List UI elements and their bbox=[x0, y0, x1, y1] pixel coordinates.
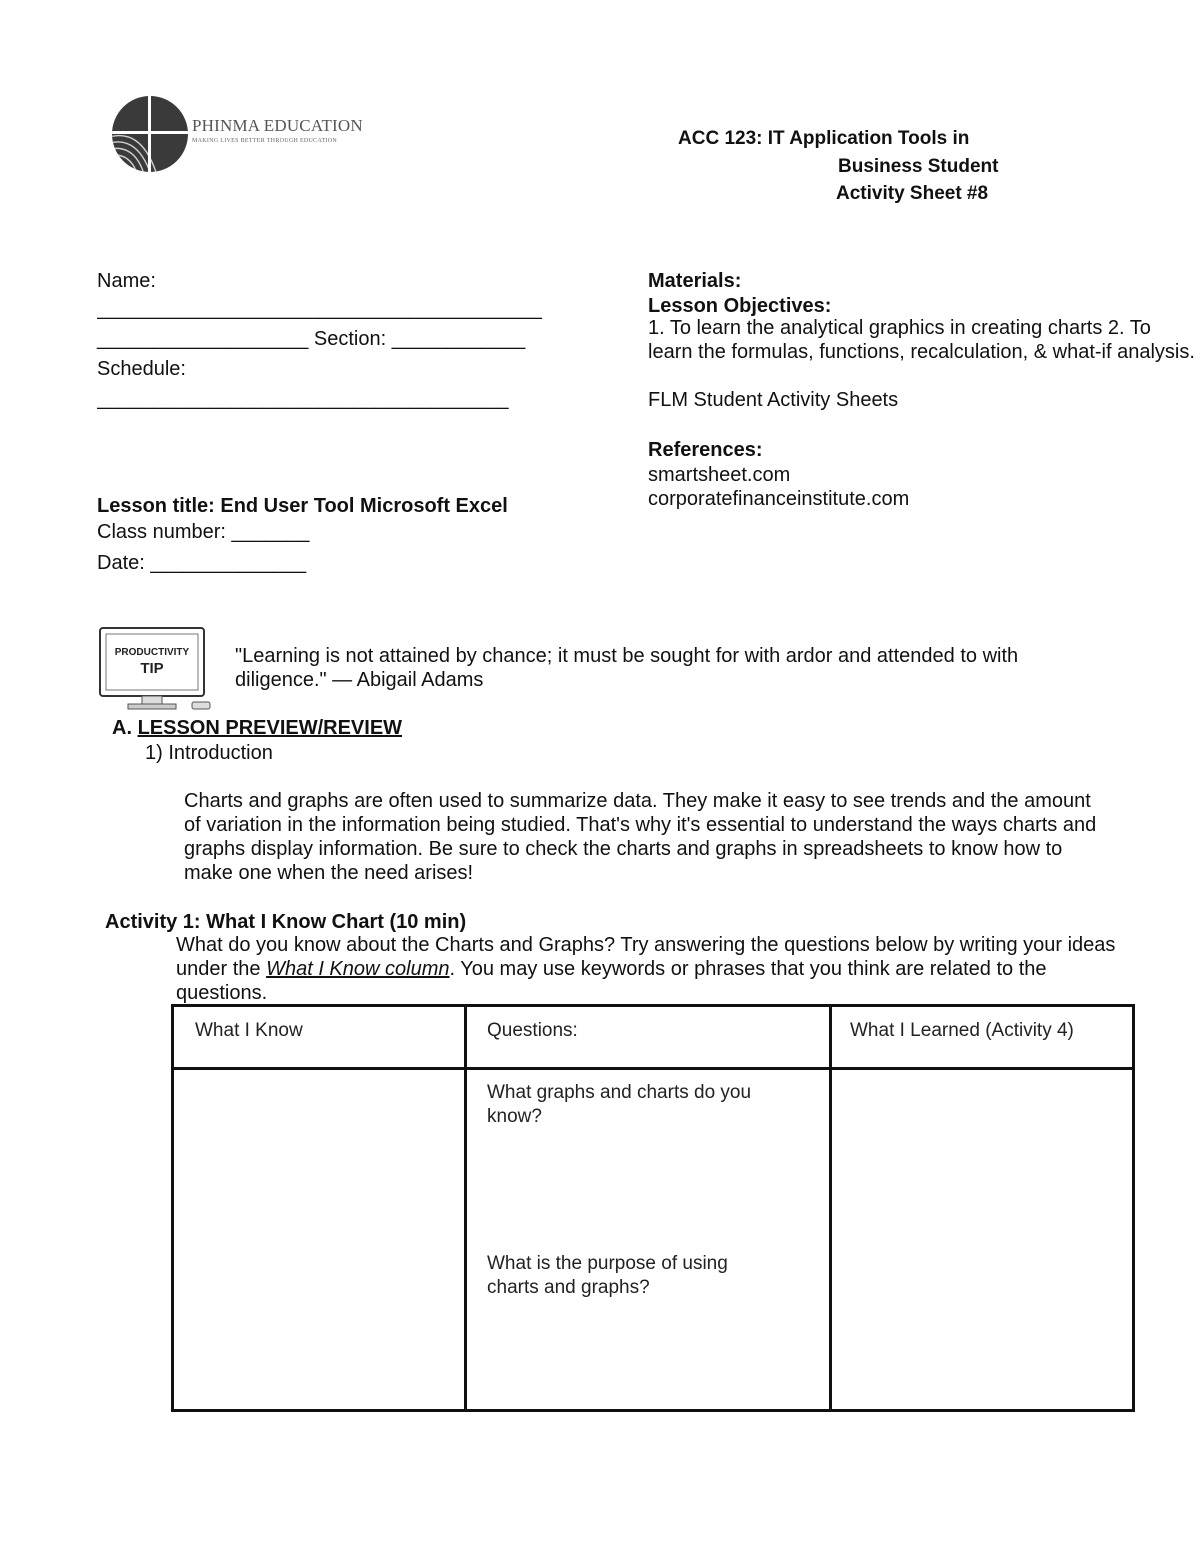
logo-text: PHINMA EDUCATION bbox=[192, 116, 363, 135]
table-header-questions: Questions: bbox=[487, 1020, 578, 1041]
activity1-title: Activity 1: What I Know Chart (10 min) bbox=[105, 911, 467, 933]
tip-icon-word1: PRODUCTIVITY bbox=[114, 647, 190, 658]
section-a-prefix: A. bbox=[112, 717, 138, 739]
schedule-field[interactable]: _____________________________________ bbox=[97, 388, 509, 410]
section-a-heading bbox=[112, 716, 402, 740]
introduction-heading: 1) Introduction bbox=[145, 742, 273, 764]
what-i-know-table bbox=[171, 1004, 1135, 1412]
section-a-title: LESSON PREVIEW/REVIEW bbox=[137, 717, 403, 739]
question-1: What graphs and charts do you know? bbox=[487, 1082, 752, 1127]
objectives-text: 1. To learn the analytical graphics in creating charts 2. To learn the formulas, functions, recalculation, & what-if analysis. bbox=[648, 317, 1195, 363]
date-field[interactable]: Date: ______________ bbox=[97, 552, 307, 574]
logo-tagline: MAKING LIVES BETTER THROUGH EDUCATION bbox=[192, 138, 337, 144]
name-field[interactable]: ________________________________________ bbox=[97, 298, 542, 320]
what-i-know-column-ref: What I Know column bbox=[266, 958, 450, 980]
reference-item: smartsheet.com bbox=[648, 464, 791, 486]
activity1-desc-before: What do you know about the Charts and Graphs? Try answering the questions below by writing your ideas under the bbox=[176, 934, 1116, 980]
section-field[interactable]: ___________________ Section: ____________ bbox=[97, 328, 526, 350]
productivity-tip-icon bbox=[98, 626, 214, 712]
class-number-field[interactable]: Class number: _______ bbox=[97, 521, 310, 543]
references-label: References: bbox=[648, 439, 763, 461]
course-title-line2: Business Student bbox=[838, 156, 999, 177]
objectives-label: Lesson Objectives: bbox=[648, 295, 832, 317]
course-title-line1: ACC 123: IT Application Tools in bbox=[678, 128, 970, 149]
motivational-quote: "Learning is not attained by chance; it must be sought for with ardor and attended to with diligence." — Abigail Adams bbox=[235, 645, 1019, 691]
course-title-line3: Activity Sheet #8 bbox=[836, 183, 989, 204]
introduction-paragraph: Charts and graphs are often used to summarize data. They make it easy to see trends and the amount of variation in the information being studied. That's why it's essential to understand the ways charts and graphs display information. Be sure to check the charts and graphs in spreadsheets to know how to make one when the need arises! bbox=[184, 790, 1097, 884]
name-label: Name: bbox=[97, 270, 156, 292]
schedule-label: Schedule: bbox=[97, 358, 186, 380]
what-i-learned-answer-cell[interactable] bbox=[832, 1070, 1132, 1409]
what-i-know-answer-cell[interactable] bbox=[174, 1070, 464, 1409]
flm-text: FLM Student Activity Sheets bbox=[648, 389, 899, 411]
reference-item: corporatefinanceinstitute.com bbox=[648, 488, 910, 510]
lesson-title: Lesson title: End User Tool Microsoft Excel bbox=[97, 495, 508, 517]
activity1-description bbox=[176, 933, 1116, 1005]
question-2: What is the purpose of using charts and graphs? bbox=[487, 1253, 728, 1298]
activity1-desc-after: . You may use keywords or phrases that you think are related to the questions. bbox=[176, 958, 1047, 1004]
tip-icon-word2: TIP bbox=[140, 660, 164, 677]
materials-label: Materials: bbox=[648, 270, 742, 292]
table-header-what-i-learned: What I Learned (Activity 4) bbox=[850, 1020, 1074, 1041]
table-header-what-i-know: What I Know bbox=[195, 1020, 303, 1041]
